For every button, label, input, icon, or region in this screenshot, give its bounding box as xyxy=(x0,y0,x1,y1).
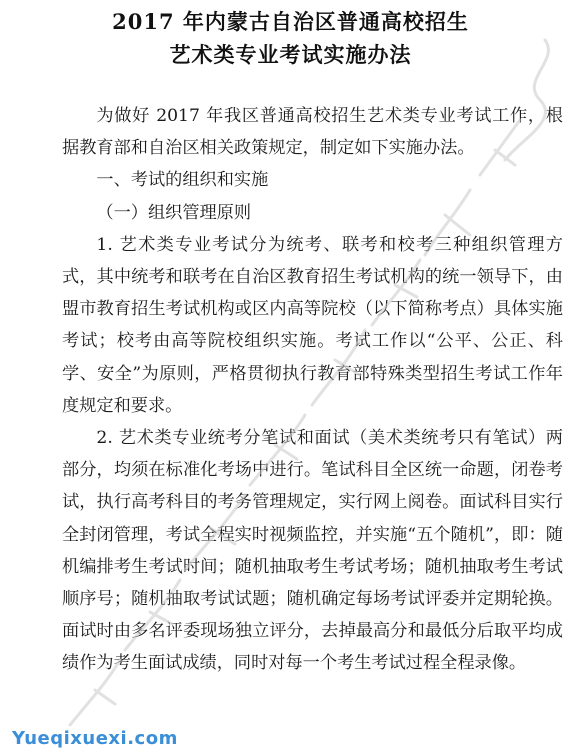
document-body xyxy=(62,100,563,680)
intro-paragraph: 为做好 2017 年我区普通高校招生艺术类专业考试工作，根据教育部和自治区相关政策规定，制定如下实施办法。 xyxy=(62,106,563,159)
clause-1-paragraph: 1. 艺术类专业考试分为统考、联考和校考三种组织管理方式，其中统考和联考在自治区教育招生考试机构的统一领导下，由盟市教育招生考试机构或区内高等院校（以下简称考点）具体实施考试；校考由高等院校组织实施。考试工作以“公平、公正、科学、安全”为原则，严格贯彻执行教育部特殊类型招生考试工作年度规定和要求。 xyxy=(62,234,563,416)
subsection-heading: （一）组织管理原则 xyxy=(96,202,252,223)
section-heading: 一、考试的组织和实施 xyxy=(96,170,269,191)
document-title-line-2: 艺术类专业考试实施办法 xyxy=(169,42,412,67)
document-title-line-1: 2017 年内蒙古自治区普通高校招生 xyxy=(112,9,469,34)
site-watermark-logo: Yueqixuexi.com xyxy=(4,727,186,751)
clause-2-paragraph: 2. 艺术类专业统考分笔试和面试（美术类统考只有笔试）两部分，均须在标准化考场中进行。笔试科目全区统一命题，闭卷考试，执行高考科目的考务管理规定，实行网上阅卷。面试科目实行全封闭管理，考试全程实时视频监控，并实施“五个随机”，即：随机编排考生考试时间；随机抽取考生考试考场；随机抽取考生考试顺序号；随机抽取考试试题；随机确定每场考试评委并定期轮换。面试时由多名评委现场独立评分，去掉最高分和最低分后取平均成绩作为考生面试成绩，同时对每一个考生考试过程全程录像。 xyxy=(62,428,563,674)
